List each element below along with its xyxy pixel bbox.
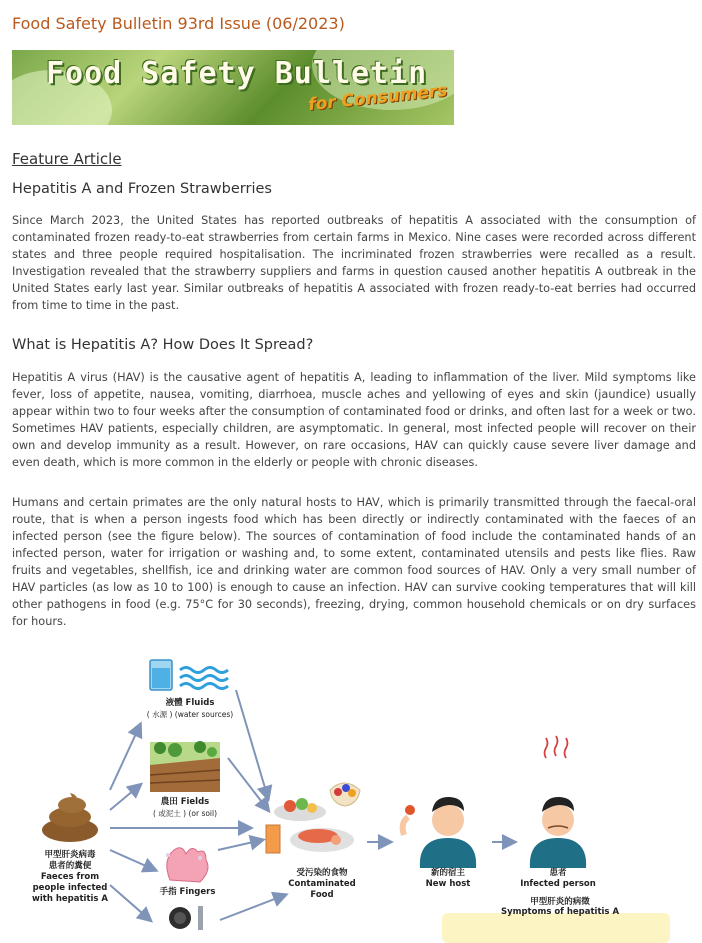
intro-paragraph: Since March 2023, the United States has reported outbreaks of hepatitis A associated with the consumption of contaminated frozen ready-to-eat strawberries from certain farms in Mexico. Nine cases were recorded across different states and three people required hospitalisation. The incriminated frozen strawberries were recalled as a result. Investigation revealed that the strawberry suppliers and farms in question caused another hepatitis A outbreak in the United States early last year. Similar outbreaks of hepatitis A associated with frozen ready-to-eat berries had occurred from time to time in the past. bbox=[12, 214, 696, 312]
infected-person-figure bbox=[530, 736, 586, 868]
banner-subtitle: for Consumers bbox=[307, 80, 449, 116]
transmission-paragraph: Humans and certain primates are the only natural hosts to HAV, which is primarily transmitted through the faecal-oral route, that is when a person ingests food which has been directly or indirectly contaminated with the faeces of an infected person (see the figure below). The sources of contamination of food include the contaminated hands of an infected person, water for irrigation or washing and, to some extent, contaminated utensils and pests like flies. Raw fruits and vegetables, shellfish, ice and drinking water are common food sources of HAV. Only a very small number of HAV particles (as low as 10 to 100) is enough to cause an infection. HAV can survive cooking temperatures that will kill other pathogens in food (e.g. 75°C for 30 seconds), freezing, drying, common household chemicals or on dry surfaces for hours. bbox=[12, 496, 696, 628]
fingers-icon bbox=[166, 848, 208, 882]
faeces-label-en1: Faeces from bbox=[40, 872, 100, 882]
water-icon bbox=[150, 660, 228, 690]
faeces-label-zh1: 甲型肝炎病毒 bbox=[44, 850, 96, 860]
arrow-fingers-food bbox=[218, 840, 262, 850]
host-label-zh: 新的宿主 bbox=[430, 868, 465, 878]
article-title: Hepatitis A and Frozen Strawberries bbox=[12, 181, 272, 197]
arrow-utensils-food bbox=[220, 895, 285, 920]
food-label-en1: Contaminated bbox=[288, 879, 356, 889]
symptoms-label-en: Symptoms of hepatitis A bbox=[500, 907, 620, 917]
faeces-icon bbox=[42, 793, 98, 842]
symptoms-label-zh: 甲型肝炎的病徵 bbox=[530, 897, 590, 907]
new-host-figure bbox=[403, 797, 476, 868]
arrow-fields-food bbox=[228, 758, 268, 810]
issue-title: Food Safety Bulletin 93rd Issue (06/2023) bbox=[12, 14, 345, 33]
bulletin-banner bbox=[12, 50, 454, 125]
faeces-label-en3: with hepatitis A bbox=[31, 894, 109, 904]
food-label-en2: Food bbox=[310, 890, 334, 900]
feature-article-link[interactable]: Feature Article bbox=[12, 150, 122, 168]
section-heading: What is Hepatitis A? How Does It Spread? bbox=[12, 337, 314, 353]
food-icon bbox=[266, 783, 360, 853]
utensils-icon bbox=[169, 906, 203, 930]
arrow-fluids-food bbox=[236, 690, 268, 798]
fluids-sublabel: ( 水源 ) (water sources) bbox=[146, 710, 234, 719]
banner-title: Food Safety Bulletin bbox=[46, 56, 428, 91]
fields-label: 農田 Fields bbox=[160, 797, 210, 807]
fluids-label: 液體 Fluids bbox=[165, 698, 215, 708]
fields-sublabel: ( 或泥土 ) (or soil) bbox=[152, 809, 218, 818]
host-label-en: New host bbox=[425, 879, 471, 889]
arrow-to-utensils bbox=[110, 885, 150, 920]
fingers-label: 手指 Fingers bbox=[159, 887, 216, 897]
arrow-to-fields bbox=[110, 785, 140, 810]
faeces-label-zh2: 患者的糞便 bbox=[48, 861, 92, 871]
food-label-zh: 受污染的食物 bbox=[296, 868, 348, 878]
infected-label-en: Infected person bbox=[520, 879, 596, 889]
transmission-figure bbox=[0, 630, 702, 930]
hav-paragraph: Hepatitis A virus (HAV) is the causative agent of hepatitis A, leading to inflammation of the liver. Mild symptoms like fever, loss of appetite, nausea, vomiting, diarrhoea, muscle aches and yellowing of eyes and skin (jaundice) usually appear within two to four weeks after the consumption of contaminated food or drinks, and often last for a week or two. Sometimes HAV patients, especially children, are asymptomatic. In general, most infected people will recover on their own and develop immunity as a result. However, on rare occasions, HAV can quickly cause severe liver damage and even death, which is more common in the elderly or people with chronic diseases. bbox=[12, 371, 696, 469]
arrow-to-fluids bbox=[110, 725, 140, 790]
infected-label-zh: 患者 bbox=[549, 868, 567, 878]
fields-icon bbox=[150, 741, 220, 792]
faeces-label-en2: people infected bbox=[32, 883, 108, 893]
arrow-to-fingers bbox=[110, 850, 155, 870]
